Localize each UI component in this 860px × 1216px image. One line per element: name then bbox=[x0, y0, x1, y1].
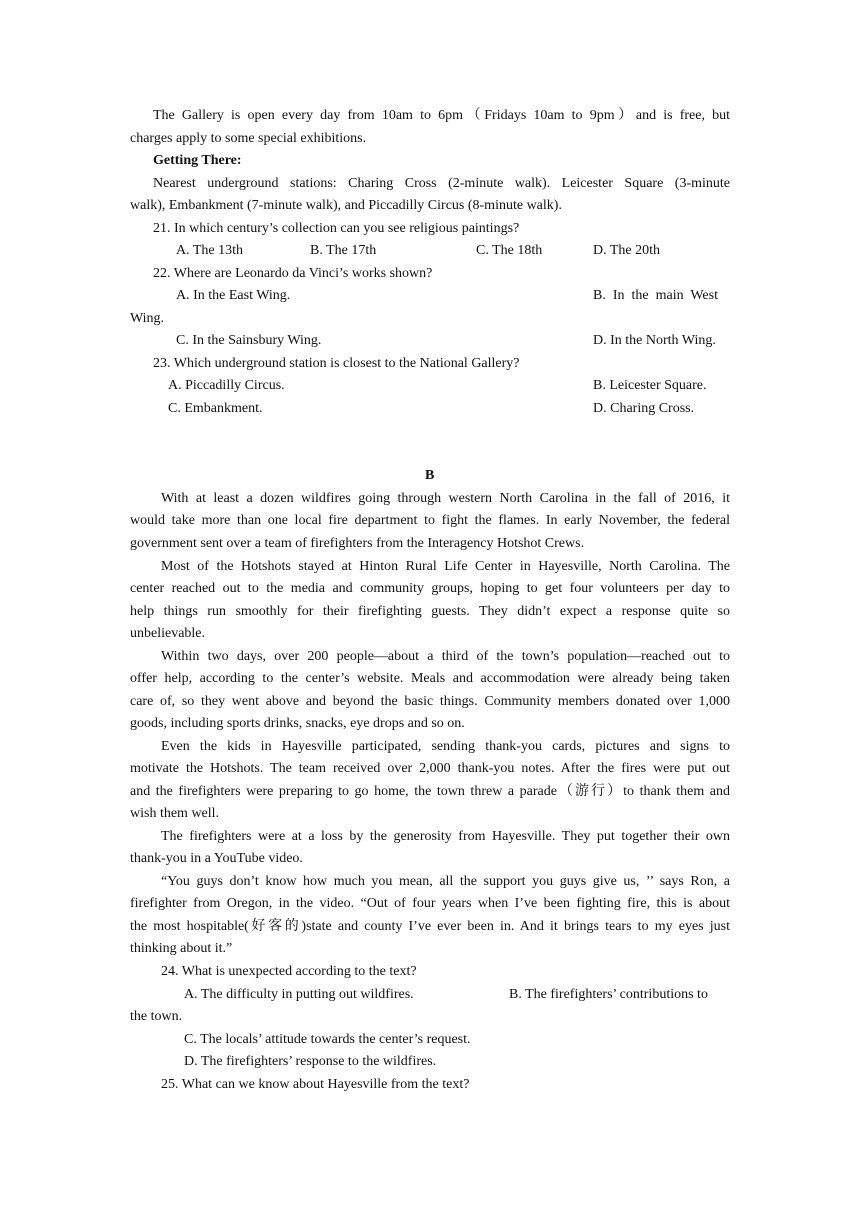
passage-line: firefighter from Oregon, in the video. “Out of four years when I’ve been fighting fire, this is about bbox=[130, 896, 730, 911]
question-22-option-a: A. In the East Wing. bbox=[176, 288, 291, 303]
question-23-option-a: A. Piccadilly Circus. bbox=[168, 378, 285, 393]
passage-line: and the firefighters were preparing to go home, the town threw a parade（游行）to thank them and bbox=[130, 784, 730, 799]
passage-line: “You guys don’t know how much you mean, all the support you guys give us, ’’ says Ron, a bbox=[161, 874, 730, 889]
passage-line: the most hospitable(好客的)state and county I’ve ever been in. And it brings tears to my eyes just bbox=[130, 919, 730, 934]
passage-line: motivate the Hotshots. The team received over 2,000 thank-you notes. After the fires were put out bbox=[130, 761, 730, 776]
passage-line: Even the kids in Hayesville participated, sending thank-you cards, pictures and signs to bbox=[161, 739, 730, 754]
passage-line: help things run smoothly for their firefighting guests. They didn’t expect a response quite so bbox=[130, 604, 730, 619]
passage-line: thank-you in a YouTube video. bbox=[130, 851, 303, 866]
question-24-option-b-wrap: the town. bbox=[130, 1009, 183, 1024]
question-22-option-c: C. In the Sainsbury Wing. bbox=[176, 333, 322, 348]
question-24-option-a: A. The difficulty in putting out wildfires. bbox=[184, 987, 414, 1002]
question-22-option-b-wrap: Wing. bbox=[130, 311, 165, 326]
passage-line: unbelievable. bbox=[130, 626, 206, 641]
question-25-stem: 25. What can we know about Hayesville from the text? bbox=[161, 1077, 470, 1092]
question-23-option-b: B. Leicester Square. bbox=[593, 378, 707, 393]
section-b-heading: B bbox=[425, 468, 435, 483]
question-21-stem: 21. In which century’s collection can you see religious paintings? bbox=[153, 221, 520, 236]
stations-line-2: walk), Embankment (7-minute walk), and Piccadilly Circus (8-minute walk). bbox=[130, 198, 562, 213]
question-22-option-d: D. In the North Wing. bbox=[593, 333, 716, 348]
getting-there-heading: Getting There: bbox=[153, 153, 242, 168]
passage-line: offer help, according to the center’s website. Meals and accommodation were already being taken bbox=[130, 671, 730, 686]
passage-line: would take more than one local fire department to fight the flames. In early November, the federal bbox=[130, 513, 730, 528]
gallery-hours-line-1: The Gallery is open every day from 10am to 6pm（Fridays 10am to 9pm）and is free, but bbox=[153, 108, 730, 123]
passage-line: Most of the Hotshots stayed at Hinton Rural Life Center in Hayesville, North Carolina. The bbox=[161, 559, 730, 574]
passage-line: care of, so they went above and beyond the basic things. Community members donated over 1,000 bbox=[130, 694, 730, 709]
gallery-hours-line-2: charges apply to some special exhibitions. bbox=[130, 131, 367, 146]
passage-line: wish them well. bbox=[130, 806, 220, 821]
question-21-option-a: A. The 13th bbox=[176, 243, 244, 258]
question-24-option-d: D. The firefighters’ response to the wildfires. bbox=[184, 1054, 437, 1069]
question-21-option-c: C. The 18th bbox=[476, 243, 543, 258]
question-22-option-b: B. In the main West bbox=[593, 288, 718, 303]
question-22-stem: 22. Where are Leonardo da Vinci’s works shown? bbox=[153, 266, 433, 281]
question-24-stem: 24. What is unexpected according to the text? bbox=[161, 964, 417, 979]
question-24-option-b: B. The firefighters’ contributions to bbox=[509, 987, 708, 1002]
passage-line: government sent over a team of firefighters from the Interagency Hotshot Crews. bbox=[130, 536, 585, 551]
question-23-option-d: D. Charing Cross. bbox=[593, 401, 695, 416]
passage-line: center reached out to the media and community groups, hoping to get four volunteers per day to bbox=[130, 581, 730, 596]
passage-line: The firefighters were at a loss by the generosity from Hayesville. They put together their own bbox=[161, 829, 730, 844]
question-21-option-d: D. The 20th bbox=[593, 243, 661, 258]
question-23-stem: 23. Which underground station is closest to the National Gallery? bbox=[153, 356, 520, 371]
passage-line: With at least a dozen wildfires going through western North Carolina in the fall of 2016, it bbox=[161, 491, 730, 506]
question-21-option-b: B. The 17th bbox=[310, 243, 377, 258]
passage-line: goods, including sports drinks, snacks, eye drops and so on. bbox=[130, 716, 465, 731]
question-23-option-c: C. Embankment. bbox=[168, 401, 263, 416]
question-24-option-c: C. The locals’ attitude towards the center’s request. bbox=[184, 1032, 471, 1047]
passage-line: thinking about it.” bbox=[130, 941, 233, 956]
stations-line-1: Nearest underground stations: Charing Cross (2-minute walk). Leicester Square (3-minute bbox=[153, 176, 730, 191]
passage-line: Within two days, over 200 people—about a third of the town’s population—reached out to bbox=[161, 649, 730, 664]
